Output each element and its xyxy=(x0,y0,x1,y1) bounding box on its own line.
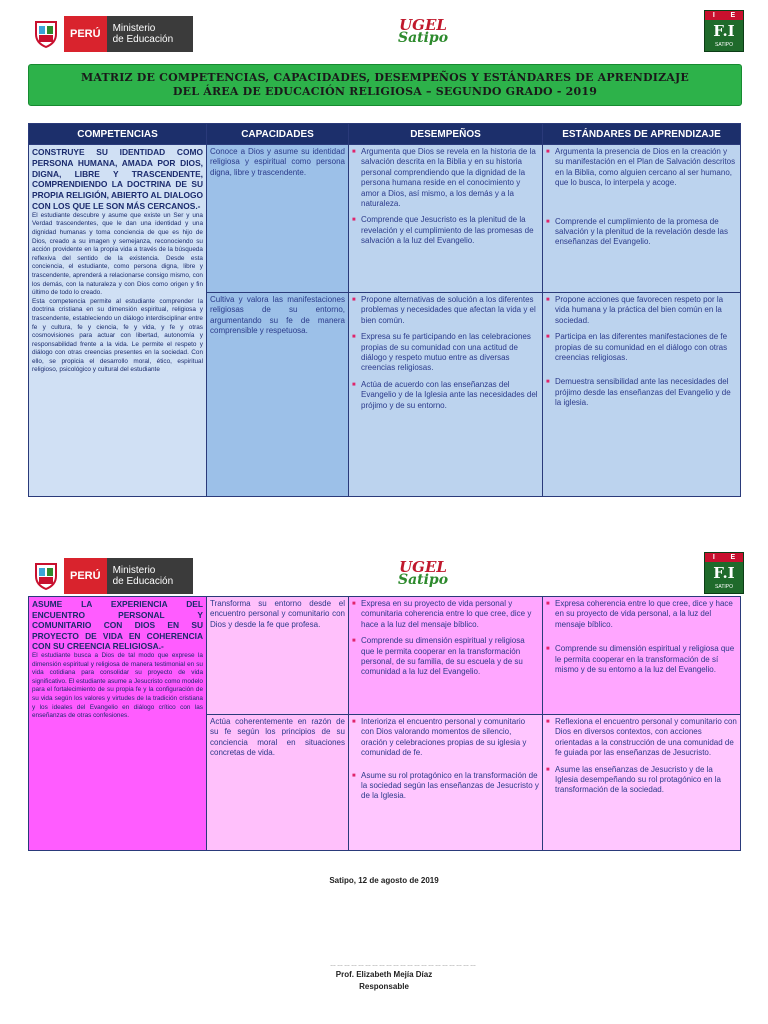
competencia-cell: CONSTRUYE SU IDENTIDAD COMO PERSONA HUMANA, AMADA POR DIOS, DIGNA, LIBRE Y TRASCENDENTE, COMPRENDIENDO LA DOCTRINA DE SU PROPIA RELIGIÓN, ABIERTO AL DIALOGO CON LOS QUE LE SON MÁS CERCANOS.- El estudiante descubre y asume que existe un Ser y una Verdad trascendentes, que le dan una identidad y una dignidad humanas y toma conciencia de que es hijo de Dios, creado a su imagen y semejanza, reconociendo su acción providente en la propia vida a través de la búsqueda reflexiva del sentido de la existencia. Desde esta conciencia, el estudiante, como persona digna, libre y trascendente, aprenderá a relacionarse consigo mismo, con los demás, con la naturaleza y con Dios como origen y fin último de todo lo creado. Esta competencia permite al estudiante comprender la doctrina cristiana en su dimensión espiritual, religiosa y trascendente, estableciendo un diálogo interdisciplinar entre fe y cultura, fe y ciencia, fe y vida, y fe y otras cosmovisiones para actuar con libertad, autonomía y responsabilidad frente a la vida. Le permite el respeto y diálogo con otras creencias presentes en la sociedad. Con ello, se propicia el desarrollo moral, ético, espiritual religioso, psicológico y cultural del estudiante xyxy=(29,145,207,497)
list-item: ■ Demuestra sensibilidad ante las necesidades del prójimo desde las enseñanzas del Evangelio y de la iglesia. xyxy=(555,377,737,408)
desempenos-cell xyxy=(349,715,543,851)
minedu-logo xyxy=(28,16,193,52)
header-competencias: COMPETENCIAS xyxy=(29,124,207,145)
list-item: ■ Expresa su fe participando en las celebraciones propias de su comunidad con una actitud de diálogo y respeto mutuo entre as diversas creencias religiosas. xyxy=(361,332,539,374)
list-item: ■ Argumenta la presencia de Dios en la creación y su manifestación en el Plan de Salvación descritos en la Biblia, como alguien cercano al ser humano, que lo busca, lo interpela y acoge. xyxy=(555,147,737,189)
list-item: ■ Asume las enseñanzas de Jesucristo y de la Iglesia desempeñando su rol protagónico en la transformación de la sociedad. xyxy=(555,765,737,796)
estandares-cell xyxy=(543,145,741,293)
competencia-cell: ASUME LA EXPERIENCIA DEL ENCUENTRO PERSONAL Y COMUNITARIO CON DIOS EN SU PROYECTO DE VIDA EN COHERENCIA CON SU CREENCIA RELIGIOSA.- El estudiante busca a Dios de tal modo que exprese la dimensión espiritual y religiosa de manera testimonial en su vida cotidiana para consolidar su proyecto de vida significativo. El estudiante asume a Jesucristo como modelo para el fortalecimiento de su propia fe y la configuración de su vida según los valores y virtudes de la tradición cristiana y los ideales del Evangelio en diálogo crítico con las enseñanzas de otras confesiones. xyxy=(29,597,207,851)
list-item: ■ Participa en las diferentes manifestaciones de fe propias de su comunidad en el diálogo con otras creencias religiosas. xyxy=(555,332,737,363)
estandares-cell xyxy=(543,715,741,851)
peru-label: PERÚ xyxy=(64,16,107,52)
header-desempenos: DESEMPEÑOS xyxy=(349,124,543,145)
list-item: ■ Interioriza el encuentro personal y comunitario con Dios valorando momentos de silencio, oración y celebraciones propias de su iglesia y comunidad de fe. xyxy=(361,717,539,759)
signature-role: Responsable xyxy=(359,982,409,991)
desempenos-cell xyxy=(349,597,543,715)
list-item: ■ Comprende que Jesucristo es la plenitud de la revelación y el cumplimiento de las promesas de salvación a la luz del Evangelio. xyxy=(361,215,539,246)
list-item: ■ Comprende el cumplimiento de la promesa de salvación y la plenitud de la revelación desde las enseñanzas del Evangelio. xyxy=(555,217,737,248)
list-item: ■ Propone acciones que favorecen respeto por la vida humana y la práctica del bien común en la sociedad. xyxy=(555,295,737,326)
list-item: ■ Argumenta que Dios se revela en la historia de la salvación descrita en la Biblia y en su historia personal comprendiendo que la dignidad de la persona humana reside en el conocimiento y amor a Dios, así mismo, a los demás y a la naturaleza. xyxy=(361,147,539,209)
list-item: ■ Actúa de acuerdo con las enseñanzas del Evangelio y de la Iglesia ante las necesidades del prójimo y de su entorno. xyxy=(361,380,539,411)
ministerio-label: Ministerio de Educación xyxy=(107,16,193,52)
list-item: ■ Expresa en su proyecto de vida personal y comunitaria coherencia entre lo que cree, dice y hace a la luz del mensaje bíblico. xyxy=(361,599,539,630)
capacidad-cell: Actúa coherentemente en razón de su fe según los principios de su conciencia moral en situaciones concretas de vida. xyxy=(207,715,349,851)
ugel-logo: UGEL Satipo xyxy=(397,16,449,46)
peru-shield-icon xyxy=(28,16,64,52)
signature-name: Prof. Elizabeth Mejía Díaz xyxy=(335,970,433,979)
list-item: ■ Propone alternativas de solución a los diferentes problemas y necesidades que afectan la vida y el bien común. xyxy=(361,295,539,326)
desempenos-cell xyxy=(349,145,543,293)
header-capacidades: CAPACIDADES xyxy=(207,124,349,145)
list-item: ■ Reflexiona el encuentro personal y comunitario con Dios en diversos contextos, con acciones orientadas a la construcción de una comunidad de fe guiada por las enseñanzas de Jesucristo. xyxy=(555,717,737,759)
peru-label: PERÚ xyxy=(64,558,107,594)
matrix-table-2 xyxy=(28,596,741,851)
header-estandares: ESTÁNDARES DE APRENDIZAJE xyxy=(543,124,741,145)
signature-line: ……………………………………………………… xyxy=(330,962,477,968)
capacidad-cell: Conoce a Dios y asume su identidad religiosa y espiritual como persona digna, libre y trascendente. xyxy=(207,145,349,293)
capacidad-cell: Transforma su entorno desde el encuentro personal y comunitario con Dios y desde la fe que profesa. xyxy=(207,597,349,715)
minedu-logo xyxy=(28,558,193,594)
list-item: ■ Expresa coherencia entre lo que cree, dice y hace en su proyecto de vida personal, a la luz del mensaje bíblico. xyxy=(555,599,737,630)
list-item: ■ Comprende su dimensión espiritual y religiosa que le permita cooperar en la transformación personal, de su familia, de su escuela y de su comunidad a la luz del Evangelio. xyxy=(361,636,539,678)
fi-emblem: I E F.I SATIPO xyxy=(704,552,744,594)
fi-emblem: I E F.I SATIPO xyxy=(704,10,744,52)
matrix-table-1 xyxy=(28,123,741,497)
list-item: ■ Asume su rol protagónico en la transformación de la sociedad según las enseñanzas de Jesucristo y de la Iglesia. xyxy=(361,771,539,802)
page-title: MATRIZ DE COMPETENCIAS, CAPACIDADES, DESEMPEÑOS Y ESTÁNDARES DE APRENDIZAJE DEL ÁREA DE EDUCACIÓN RELIGIOSA – SEGUNDO GRADO - 2019 xyxy=(28,64,742,106)
ugel-logo: UGEL Satipo xyxy=(397,558,449,588)
estandares-cell xyxy=(543,597,741,715)
footer-date: Satipo, 12 de agosto de 2019 xyxy=(329,876,439,885)
estandares-cell xyxy=(543,293,741,497)
desempenos-cell xyxy=(349,293,543,497)
capacidad-cell: Cultiva y valora las manifestaciones religiosas de su entorno, argumentando su fe de manera comprensible y respetuosa. xyxy=(207,293,349,497)
ministerio-label: Ministerio de Educación xyxy=(107,558,193,594)
list-item: ■ Comprende su dimensión espiritual y religiosa que le permita cooperar en la transformación de sí mismo y de su entorno a la luz del Evangelio. xyxy=(555,644,737,675)
peru-shield-icon xyxy=(28,558,64,594)
